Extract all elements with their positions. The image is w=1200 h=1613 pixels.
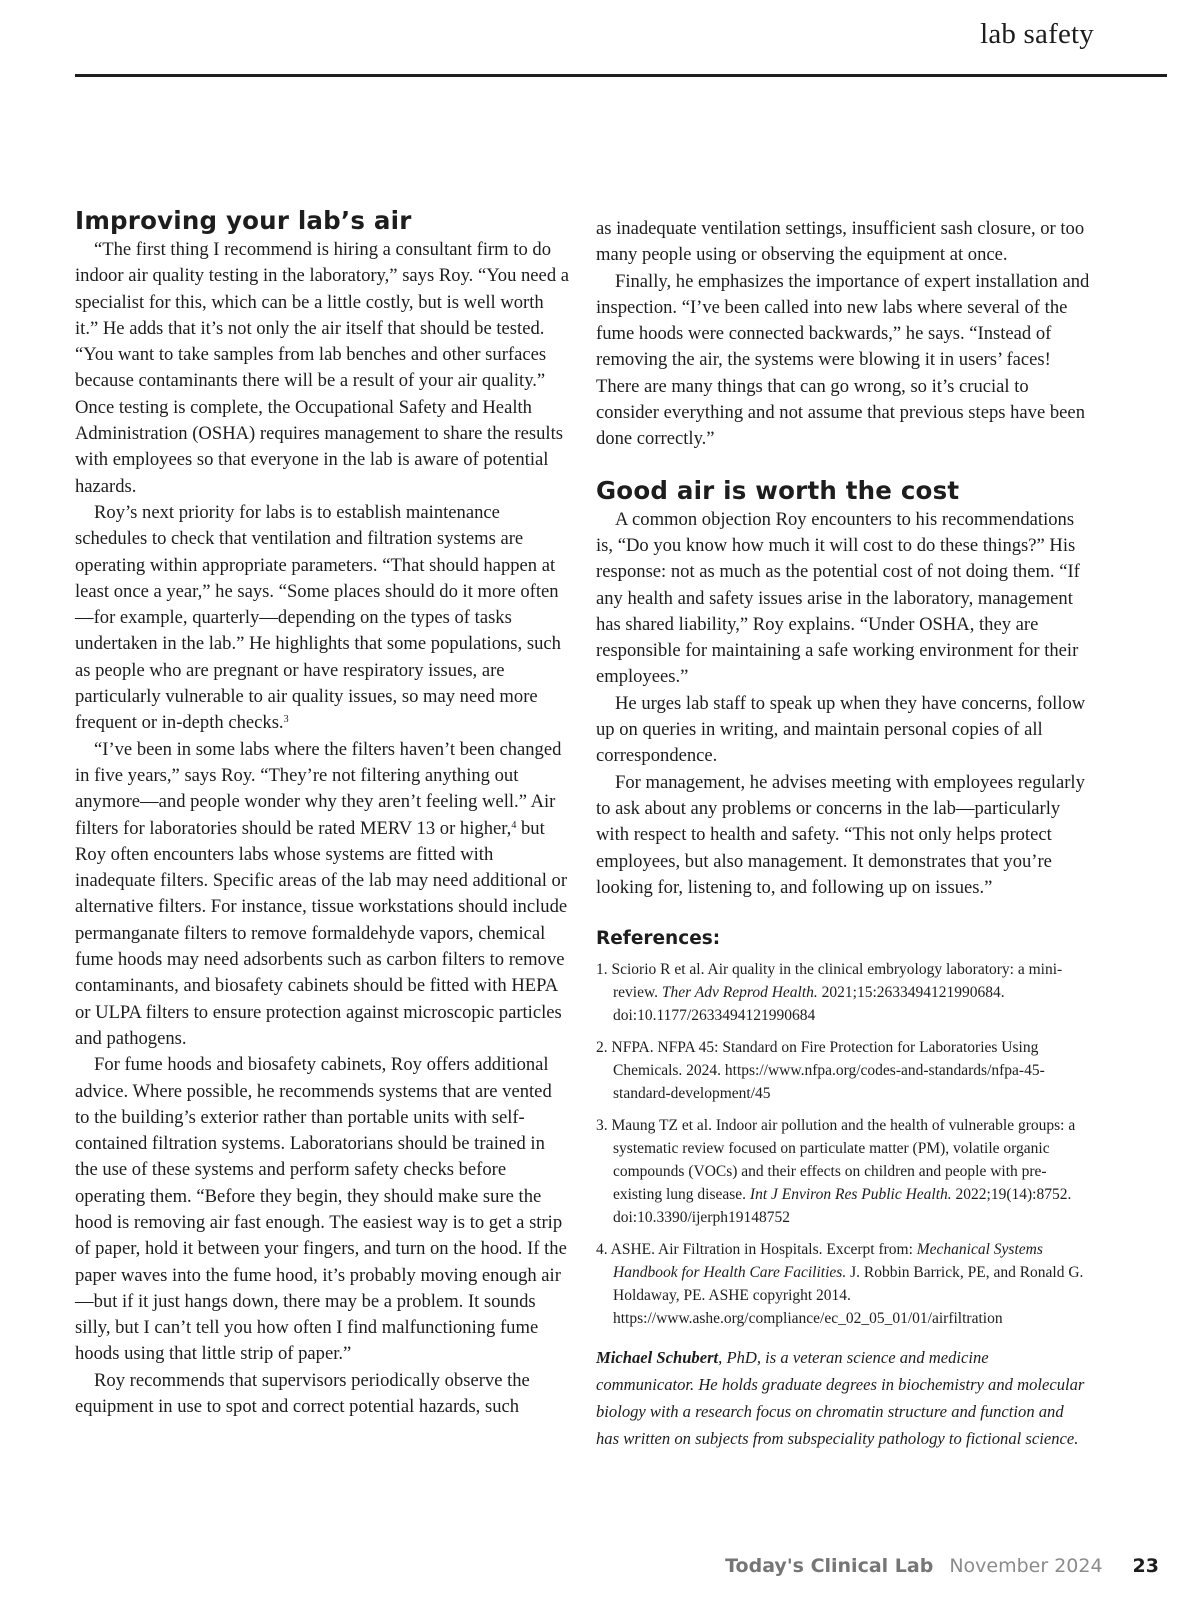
header-rule bbox=[75, 74, 1167, 77]
reference-text: Maung TZ et al. Indoor air pollution and the health of vulnerable groups: a systematic review focused on particulate matter (PM), volatile organic compounds (VOCs) and their effects on children and people with pre-existing lung disease. bbox=[611, 1117, 1076, 1204]
paragraph: He urges lab staff to speak up when they have concerns, follow up on queries in writing, and maintain personal copies of all correspondence. bbox=[596, 692, 1086, 767]
reference-item bbox=[596, 1238, 1090, 1330]
issue-date: November 2024 bbox=[949, 1555, 1103, 1577]
reference-item bbox=[596, 958, 1090, 1027]
publication-name: Today's Clinical Lab bbox=[725, 1555, 934, 1577]
author-bio-text: , PhD, is a veteran science and medicine communicator. He holds graduate degrees in biochemistry and molecular biology with a research focus on chromatin structure and function and has written on subjects from subspeciality pathology to fictional science. bbox=[596, 1348, 1085, 1449]
paragraph bbox=[75, 500, 569, 737]
reference-text: ASHE. Air Filtration in Hospitals. Excerpt from: bbox=[610, 1241, 917, 1259]
citation-marker: 4 bbox=[511, 819, 517, 831]
paragraph: A common objection Roy encounters to his recommendations is, “Do you know how much it will cost to do these things?” His response: not as much as the potential cost of not doing them. “If any health and safety issues arise in the laboratory, management has shared liability,” Roy explains. “Under OSHA, they are responsible for maintaining a safe working environment for their employees.” bbox=[596, 508, 1080, 688]
reference-text: J. Robbin Barrick, PE, and Ronald G. Holdaway, PE. ASHE copyright 2014. https://www.ashe.org/compliance/ec_02_05_01/01/airfiltration bbox=[613, 1264, 1084, 1328]
reference-item bbox=[596, 1036, 1090, 1105]
references-list bbox=[596, 958, 1090, 1330]
page-footer bbox=[725, 1555, 1159, 1577]
reference-number: 1. bbox=[596, 961, 608, 979]
paragraph: For fume hoods and biosafety cabinets, Roy offers additional advice. Where possible, he recommends systems that are vented to the building’s exterior rather than portable units with self-contained filtration systems. Laboratorians should be trained in the use of these systems and perform safety checks before operating them. “Before they begin, they should make sure the hood is removing air fast enough. The easiest way is to get a strip of paper, hold it between your fingers, and turn on the hood. If the paper waves into the fume hood, it’s probably moving enough air—but if it just hangs down, there may be a problem. It sounds silly, but I can’t tell you how often I find malfunctioning fume hoods using that little strip of paper.” bbox=[75, 1054, 567, 1365]
paragraph-text: “I’ve been in some labs where the filters haven’t been changed in five years,” says Roy. “They’re not filtering anything out anymore—and people wonder why they aren’t feeling well.” Air filters for laboratories should be rated MERV 13 or higher, bbox=[75, 738, 562, 839]
reference-text: 2021;15:2633494121990684. doi:10.1177/2633494121990684 bbox=[613, 984, 1005, 1025]
journal-title: Int J Environ Res Public Health. bbox=[749, 1186, 952, 1204]
section-label: lab safety bbox=[980, 18, 1094, 50]
paragraph: For management, he advises meeting with employees regularly to ask about any problems or concerns in the lab—particularly with respect to health and safety. “This not only helps protect employees, but also management. It demonstrates that you’re looking for, listening to, and following up on issues.” bbox=[596, 771, 1085, 898]
paragraph-text: Roy’s next priority for labs is to establish maintenance schedules to check that ventilation and filtration systems are operating within appropriate parameters. “That should happen at least once a year,” he says. “Some places should do it more often—for example, quarterly—depending on the types of tasks undertaken in the lab.” He highlights that some populations, such as people who are pregnant or have respiratory issues, are particularly vulnerable to air quality issues, so may need more frequent or in-depth checks. bbox=[75, 501, 561, 734]
journal-title: Mechanical Systems Handbook for Health Care Facilities. bbox=[613, 1241, 1043, 1282]
right-column bbox=[596, 216, 1090, 1452]
reference-number: 4. bbox=[596, 1241, 608, 1259]
page-number: 23 bbox=[1132, 1555, 1159, 1577]
reference-number: 2. bbox=[596, 1039, 608, 1057]
paragraph: as inadequate ventilation settings, insufficient sash closure, or too many people using or observing the equipment at once. bbox=[596, 218, 1085, 266]
section-heading-good-air: Good air is worth the cost bbox=[596, 475, 960, 505]
citation-marker: 3 bbox=[283, 714, 289, 726]
paragraph: Roy recommends that supervisors periodically observe the equipment in use to spot and correct potential hazards, such bbox=[75, 1369, 530, 1418]
paragraph: “The first thing I recommend is hiring a consultant firm to do indoor air quality testing in the laboratory,” says Roy. “You need a specialist for this, which can be a little costly, but is well worth it.” He adds that it’s not only the air itself that should be tested. “You want to take samples from lab benches and other surfaces because contaminants there will be a result of your air quality.” Once testing is complete, the Occupational Safety and Health Administration (OSHA) requires management to share the results with employees so that everyone in the lab is aware of potential hazards. bbox=[75, 239, 570, 497]
reference-text: NFPA. NFPA 45: Standard on Fire Protection for Laboratories Using Chemicals. 2024. https://www.nfpa.org/codes-and-standards/nfpa-45-standard-development/45 bbox=[611, 1039, 1045, 1103]
section-heading-improving-air: Improving your lab’s air bbox=[75, 206, 412, 235]
paragraph: Finally, he emphasizes the importance of expert installation and inspection. “I’ve been called into new labs where several of the fume hoods were connected backwards,” he says. “Instead of removing the air, the systems were blowing it in users’ faces! There are many things that can go wrong, so it’s crucial to consider everything and not assume that previous steps have been done correctly.” bbox=[596, 270, 1090, 450]
paragraph bbox=[75, 737, 569, 1053]
author-bio bbox=[596, 1344, 1090, 1452]
reference-text: 2022;19(14):8752. doi:10.3390/ijerph19148752 bbox=[613, 1186, 1072, 1227]
references-heading: References: bbox=[596, 928, 721, 950]
journal-title: Ther Adv Reprod Health. bbox=[661, 984, 818, 1002]
reference-number: 3. bbox=[596, 1117, 608, 1135]
paragraph-text: but Roy often encounters labs whose systems are fitted with inadequate filters. Specific areas of the lab may need additional or alternative filters. For instance, tissue workstations should include permanganate filters to remove formaldehyde vapors, chemical fume hoods may need adsorbents such as carbon filters to remove contaminants, and biosafety cabinets should be fitted with HEPA or ULPA filters to ensure protection against microscopic particles and pathogens. bbox=[75, 817, 568, 1049]
left-column bbox=[75, 205, 569, 1420]
author-name: Michael Schubert bbox=[596, 1348, 719, 1368]
reference-item bbox=[596, 1114, 1090, 1229]
reference-text: Sciorio R et al. Air quality in the clinical embryology laboratory: a mini-review. bbox=[611, 961, 1063, 1002]
